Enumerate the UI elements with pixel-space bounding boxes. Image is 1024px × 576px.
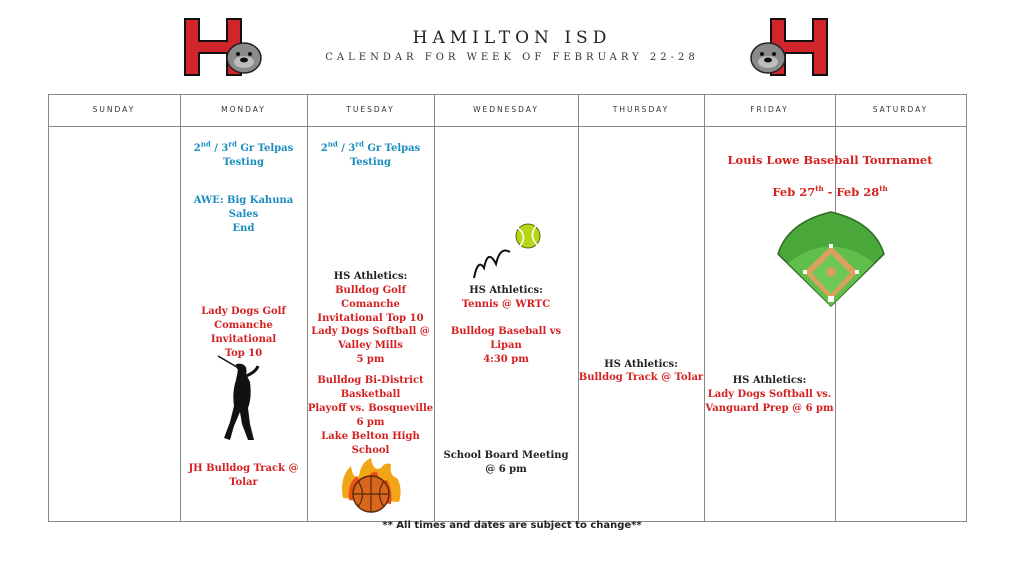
day-header-sunday: SUNDAY (92, 105, 136, 114)
grid-line (48, 94, 49, 522)
wednesday-tennis-event: Tennis @ WRTC (461, 299, 551, 310)
golfer-icon (212, 352, 272, 444)
tennis-ball-icon (470, 218, 544, 282)
monday-track-event: JH Bulldog Track @ Tolar (188, 463, 299, 488)
grid-line (48, 126, 967, 127)
baseball-field-icon (776, 210, 886, 308)
day-header-monday: MONDAY (221, 105, 266, 114)
day-header-friday: FRIDAY (750, 105, 789, 114)
monday-golf-event: Lady Dogs Golf Comanche Invitational Top 10 (201, 306, 286, 359)
day-header-wednesday: WEDNESDAY (473, 105, 539, 114)
day-header-tuesday: TUESDAY (346, 105, 395, 114)
tuesday-telpas-event: 2nd / 3rd Gr Telpas Testing (320, 139, 421, 168)
wednesday-baseball-event: Bulldog Baseball vs Lipan 4:30 pm (450, 326, 562, 365)
tuesday-softball-event: Lady Dogs Softball @ Valley Mills 5 pm (311, 326, 430, 365)
day-header-thursday: THURSDAY (612, 105, 670, 114)
friday-tournament-dates: Feb 27th - Feb 28th (772, 184, 888, 199)
monday-awe-event: AWE: Big Kahuna Sales End (193, 195, 294, 234)
disclaimer-footer: ** All times and dates are subject to change** (382, 520, 642, 531)
tuesday-golf-event: Bulldog Golf Comanche Invitational Top 10 (317, 285, 424, 324)
monday-telpas-event: 2nd / 3rd Gr Telpas Testing (193, 139, 294, 168)
friday-softball-event: Lady Dogs Softball vs. Vanguard Prep @ 6 pm (705, 389, 834, 414)
grid-line (578, 94, 579, 522)
wednesday-hs-athletics-label: HS Athletics: (469, 285, 543, 296)
friday-hs-athletics-label: HS Athletics: (732, 375, 807, 386)
basketball-fire-icon (337, 458, 405, 516)
friday-tournament-event: Louis Lowe Baseball Tournamet (727, 153, 933, 167)
page-title: HAMILTON ISD (412, 28, 612, 48)
thursday-hs-athletics-label: HS Athletics: (604, 359, 678, 370)
thursday-track-event: Bulldog Track @ Tolar (578, 372, 704, 383)
page-subtitle: CALENDAR FOR WEEK OF FEBRUARY 22-28 (325, 52, 699, 63)
day-header-saturday: SATURDAY (872, 105, 929, 114)
tuesday-hs-athletics-label: HS Athletics: (333, 271, 408, 282)
wednesday-board-meeting-event: School Board Meeting @ 6 pm (443, 450, 569, 475)
grid-line (966, 94, 967, 522)
tuesday-basketball-event: Bulldog Bi-District Basketball Playoff vs. Bosqueville 6 pm Lake Belton High School (307, 375, 434, 456)
